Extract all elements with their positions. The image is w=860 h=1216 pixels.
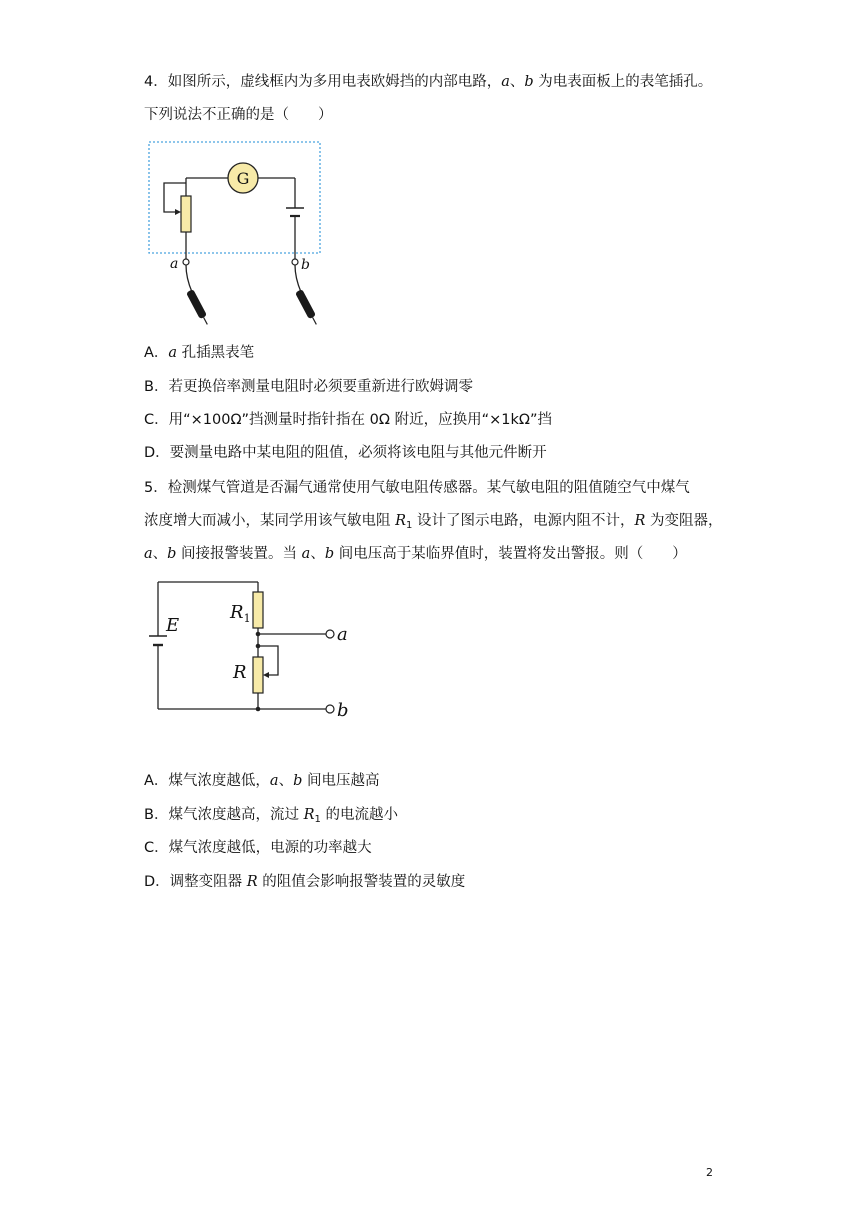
rheostat-R — [253, 657, 263, 693]
label-b: b — [337, 700, 349, 721]
q4-stem-line1: 4．如图所示，虚线框内为多用电表欧姆挡的内部电路，a、b 为电表面板上的表笔插孔。 — [144, 74, 713, 90]
q5-option-c: C．煤气浓度越低，电源的功率越大 — [144, 840, 372, 856]
terminal-a — [183, 259, 189, 265]
page-number: 2 — [706, 1166, 713, 1179]
resistor-R1 — [253, 592, 263, 628]
meter-label: G — [236, 169, 250, 188]
q5-stem-line3: a、b 间接报警装置。当 a、b 间电压高于某临界值时，装置将发出警报。则（ ） — [144, 546, 687, 562]
label-a: a — [337, 624, 348, 645]
q5-stem-line1: 5．检测煤气管道是否漏气通常使用气敏电阻传感器。某气敏电阻的阻值随空气中煤气 — [144, 480, 690, 496]
label-R1: $R_1$ — [230, 602, 251, 625]
var-b: b — [524, 74, 534, 90]
terminal-b — [292, 259, 298, 265]
q4-option-b: B．若更换倍率测量电阻时必须要重新进行欧姆调零 — [144, 379, 473, 395]
q5-option-a: A．煤气浓度越低，a、b 间电压越高 — [144, 773, 380, 789]
var-a: a — [501, 74, 510, 90]
probe-a — [186, 289, 211, 326]
q5-option-b: B．煤气浓度越高，流过 $R_1$ 的电流越小 — [144, 807, 398, 825]
label-b: b — [301, 257, 310, 273]
terminal-a — [326, 630, 334, 638]
label-E: E — [166, 615, 180, 636]
q4-option-d: D．要测量电路中某电阻的阻值，必须将该电阻与其他元件断开 — [144, 445, 547, 461]
q5-option-d: D．调整变阻器 R 的阻值会影响报警装置的灵敏度 — [144, 874, 466, 890]
q4-stem-line2: 下列说法不正确的是（ ） — [144, 107, 333, 123]
q4-option-a: A．a 孔插黑表笔 — [144, 345, 255, 361]
label-a: a — [170, 256, 179, 272]
terminal-b — [326, 705, 334, 713]
q5-circuit-figure — [144, 574, 364, 722]
q4-option-c: C．用“×100Ω”挡测量时指针指在 0Ω 附近，应换用“×1kΩ”挡 — [144, 412, 552, 428]
label-R: R — [233, 662, 247, 683]
rheostat — [181, 196, 191, 232]
q5-stem-line2: 浓度增大而减小，某同学用该气敏电阻 $R_1$ 设计了图示电路，电源内阻不计，R 为变阻器， — [144, 513, 723, 531]
probe-b — [295, 289, 320, 326]
q4-circuit-figure — [144, 138, 334, 330]
